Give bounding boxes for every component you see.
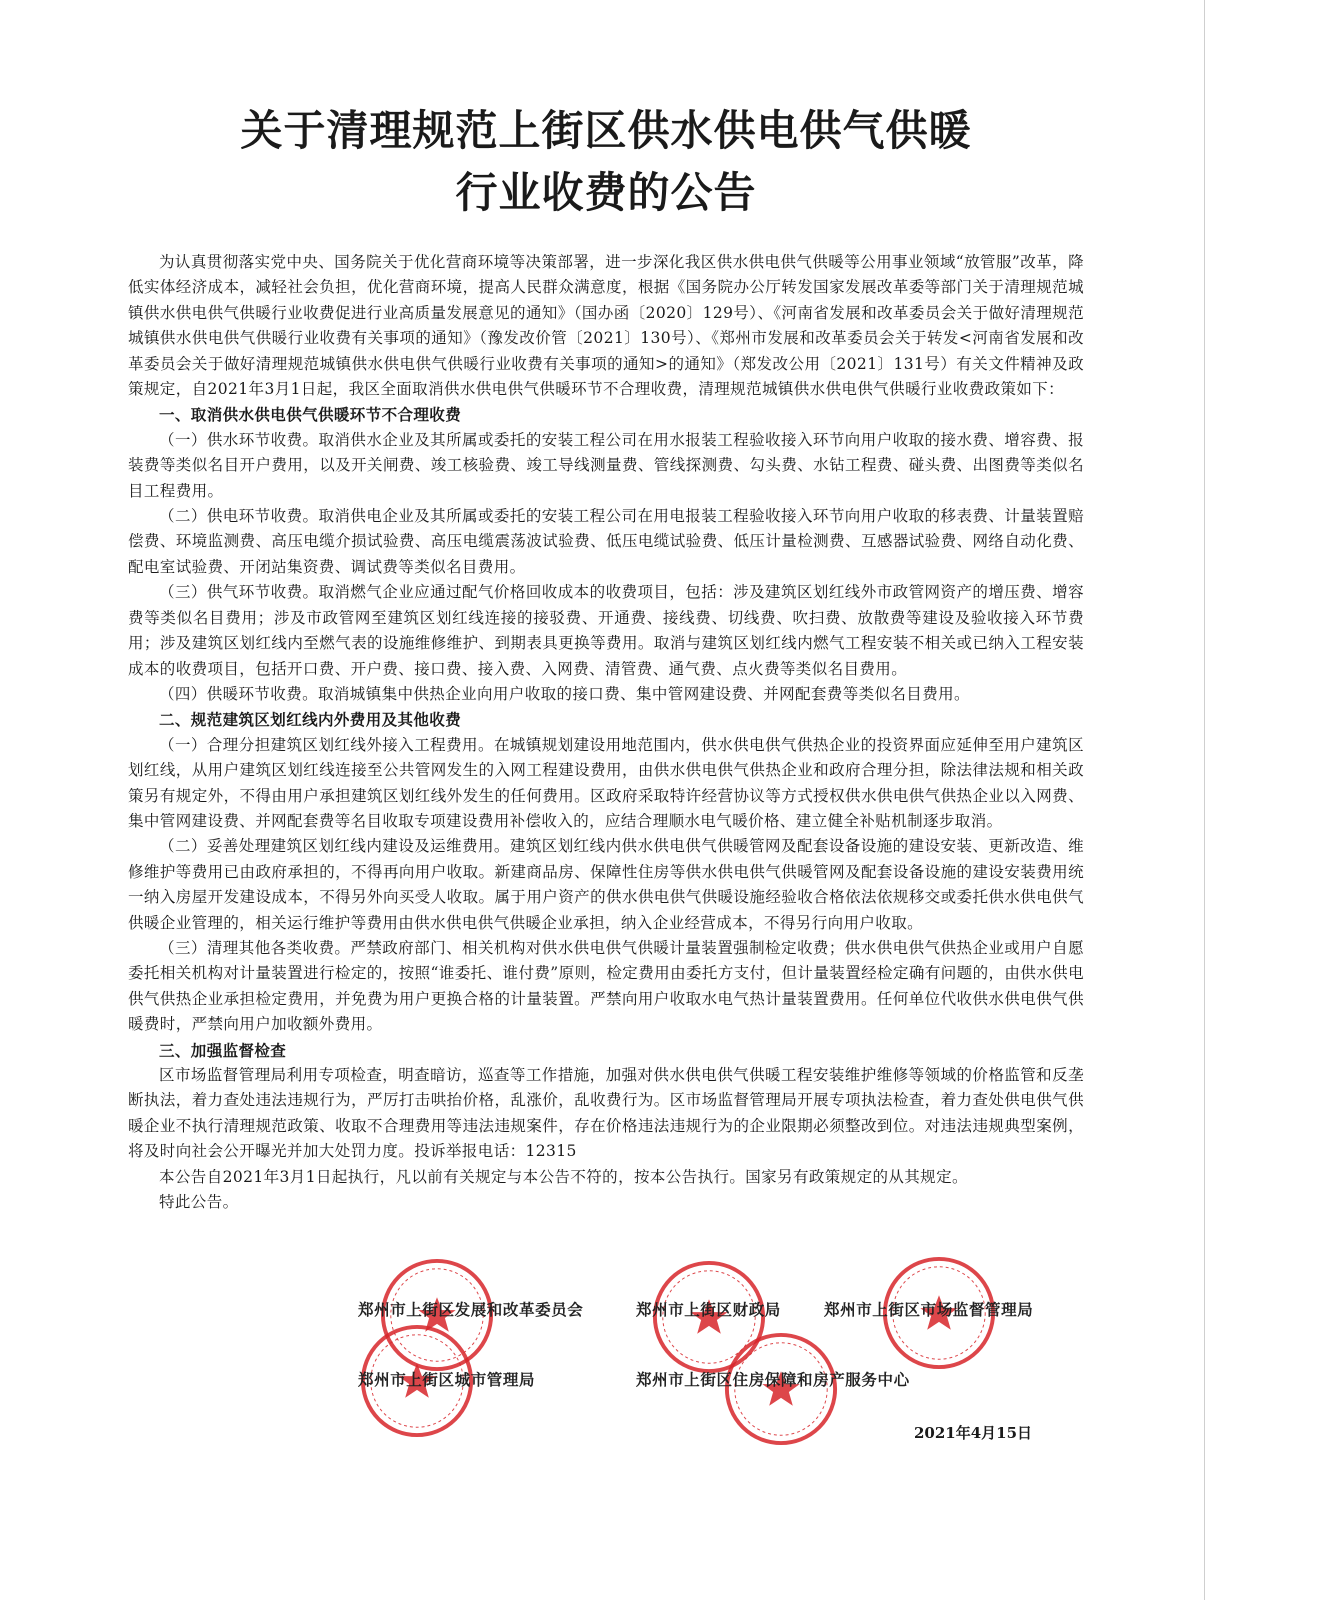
section-1-item-3: （三）供气环节收费。取消燃气企业应通过配气价格回收成本的收费项目，包括：涉及建筑区划红线外市政管网资产的增压费、增容费等类似名目费用；涉及市政管网至建筑区划红线连接的接驳费、开通费、接线费、切线费、吹扫费、放散费等建设及验收接入环节费用；涉及建筑区划红线内至燃气表的设施维修维护、到期表具更换等费用。取消与建筑区划红线内燃气工程安装不相关或已纳入工程安装成本的收费项目，包括开口费、开户费、接口费、接入费、入网费、清管费、通气费、点火费等类似名目费用。 [128, 583, 1084, 678]
signatory-city-management: 郑州市上街区城市管理局 [358, 1370, 536, 1389]
title-line-2: 行业收费的公告 [455, 168, 757, 217]
title-line-1: 关于清理规范上街区供水供电供气供暖 [240, 106, 972, 155]
section-1-heading: 一、取消供水供电供气供暖环节不合理收费 [159, 405, 462, 425]
signatory-housing-center: 郑州市上街区住房保障和房产服务中心 [636, 1370, 910, 1389]
closing-paragraph: 本公告自2021年3月1日起执行，凡以前有关规定与本公告不符的，按本公告执行。国家另有政策规定的从其规定。 [159, 1167, 968, 1186]
section-2-item-2: （二）妥善处理建筑区划红线内建设及运维费用。建筑区划红线内供水供电供气供暖管网及配套设备设施的建设安装、更新改造、维修维护等费用已由政府承担的，不得再向用户收取。新建商品房、保障性住房等供水供电供气供暖管网及配套设备设施的建设安装费用统一纳入房屋开发建设成本，不得另外向买受人收取。属于用户资产的供水供电供气供暖设施经验收合格依法依规移交或委托供水供电供气供暖企业管理的，相关运行维护等费用由供水供电供气供暖企业承担，纳入企业经营成本，不得另行向用户收取。 [128, 837, 1084, 932]
issue-date: 2021年4月15日 [914, 1424, 1033, 1442]
closing-statement: 特此公告。 [159, 1193, 239, 1212]
signatory-market-supervision: 郑州市上街区市场监督管理局 [824, 1300, 1034, 1319]
section-2-item-1: （一）合理分担建筑区划红线外接入工程费用。在城镇规划建设用地范围内，供水供电供气供热企业的投资界面应延伸至用户建筑区划红线，从用户建筑区划红线连接至公共管网发生的入网工程建设费用，由供水供电供气供热企业和政府合理分担，除法律法规和相关政策另有规定外，不得由用户承担建筑区划红线外发生的任何费用。区政府采取特许经营协议等方式授权供水供电供气供热企业以入网费、集中管网建设费、并网配套费等名目收取专项建设费用补偿收入的，应结合理顺水电气暖价格、建立健全补贴机制逐步取消。 [128, 735, 1084, 830]
signatory-finance-bureau: 郑州市上街区财政局 [636, 1300, 781, 1319]
intro-paragraph: 为认真贯彻落实党中央、国务院关于优化营商环境等决策部署，进一步深化我区供水供电供气供暖等公用事业领域“放管服”改革，降低实体经济成本，减轻社会负担，优化营商环境，提高人民群众满意度，根据《国务院办公厅转发国家发展改革委等部门关于清理规范城镇供水供电供气供暖行业收费促进行业高质量发展意见的通知》（国办函〔2020〕129号）、《河南省发展和改革委员会关于做好清理规范城镇供水供电供气供暖行业收费有关事项的通知》（豫发改价管〔2021〕130号）、《郑州市发展和改革委员会关于转发<河南省发展和改革委员会关于做好清理规范城镇供水供电供气供暖行业收费有关事项的通知>的通知》（郑发改公用〔2021〕131号）有关文件精神及政策规定，自2021年3月1日起，我区全面取消供水供电供气供暖环节不合理收费，清理规范城镇供水供电供气供暖行业收费政策如下： [128, 253, 1084, 399]
signature-area [0, 1260, 1335, 1590]
section-3-heading: 三、加强监督检查 [159, 1040, 287, 1060]
announcement-page [128, 100, 1084, 1215]
section-1-item-1: （一）供水环节收费。取消供水企业及其所属或委托的安装工程公司在用水报装工程验收接入环节向用户收取的接水费、增容费、报装费等类似名目开户费用，以及开关闸费、竣工核验费、竣工导线测量费、管线探测费、勾头费、水钻工程费、碰头费、出图费等类似名目工程费用。 [128, 430, 1084, 500]
page-title [128, 100, 1084, 224]
section-2-item-3: （三）清理其他各类收费。严禁政府部门、相关机构对供水供电供气供暖计量装置强制检定收费；供水供电供气供热企业或用户自愿委托相关机构对计量装置进行检定的，按照“谁委托、谁付费”原则，检定费用由委托方支付，但计量装置经检定确有问题的，由供水供电供气供热企业承担检定费用，并免费为用户更换合格的计量装置。严禁向用户收取水电气热计量装置费用。任何单位代收供水供电供气供暖费时，严禁向用户加收额外费用。 [128, 938, 1084, 1034]
section-2-heading: 二、规范建筑区划红线内外费用及其他收费 [159, 710, 462, 730]
section-3-item-1: 区市场监督管理局利用专项检查，明查暗访，巡查等工作措施，加强对供水供电供气供暖工程安装维护维修等领域的价格监管和反垄断执法，着力查处违法违规行为，严厉打击哄抬价格，乱涨价，乱收费行为。区市场监督管理局开展专项执法检查，着力查处供电供气供暖企业不执行清理规范政策、收取不合理费用等违法违规案件，存在价格违法违规行为的企业限期必须整改到位。对违法违规典型案例，将及时向社会公开曝光并加大处罚力度。投诉举报电话：12315 [128, 1066, 1084, 1161]
section-1-item-2: （二）供电环节收费。取消供电企业及其所属或委托的安装工程公司在用电报装工程验收接入环节向用户收取的移表费、计量装置赔偿费、环境监测费、高压电缆介损试验费、高压电缆震荡波试验费、低压电缆试验费、低压计量检测费、互感器试验费、网络自动化费、配电室试验费、开闭站集资费、调试费等类似名目费用。 [128, 507, 1084, 576]
announcement-body [128, 250, 1084, 1215]
section-1-item-4: （四）供暖环节收费。取消城镇集中供热企业向用户收取的接口费、集中管网建设费、并网配套费等类似名目费用。 [159, 684, 970, 703]
signatory-development-reform: 郑州市上街区发展和改革委员会 [358, 1300, 584, 1319]
